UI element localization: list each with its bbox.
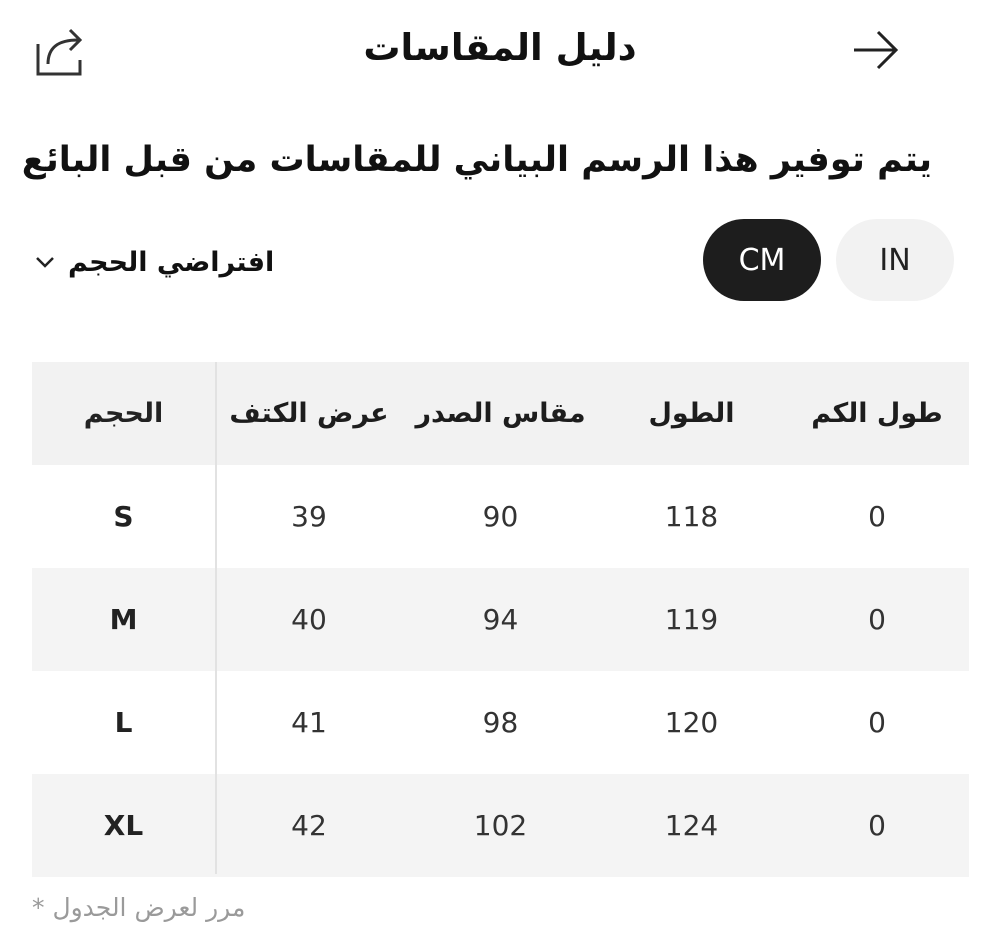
sleeve-cell: 0 xyxy=(868,500,886,533)
size-cell: S xyxy=(113,500,134,533)
size-chart-table xyxy=(32,362,969,877)
bust-cell: 102 xyxy=(473,809,528,842)
back-button[interactable] xyxy=(848,24,904,76)
size-cell: XL xyxy=(103,809,144,842)
sleeve-cell: 0 xyxy=(868,603,886,636)
header-sleeve-length: طول الكم xyxy=(811,398,943,429)
bust-cell: 90 xyxy=(482,500,519,533)
size-standard-dropdown[interactable] xyxy=(32,240,274,284)
shoulder-cell: 42 xyxy=(291,809,327,842)
size-cell: M xyxy=(109,603,138,636)
top-bar xyxy=(0,0,1000,100)
length-cell: 120 xyxy=(664,706,719,739)
vendor-note: يتم توفير هذا الرسم البياني للمقاسات من قبل البائع xyxy=(21,140,932,180)
bust-cell: 94 xyxy=(482,603,519,636)
sleeve-cell: 0 xyxy=(868,706,886,739)
table-row xyxy=(32,465,969,568)
size-standard-label: افتراضي الحجم xyxy=(68,246,275,278)
size-cell: L xyxy=(114,706,133,739)
arrow-right-icon xyxy=(848,24,904,76)
header-size: الحجم xyxy=(83,398,164,429)
table-row xyxy=(32,568,969,671)
share-icon xyxy=(32,24,88,80)
bust-cell: 98 xyxy=(482,706,519,739)
scroll-hint: مرر لعرض الجدول * xyxy=(32,893,246,922)
shoulder-cell: 41 xyxy=(291,706,327,739)
header-bust: مقاس الصدر xyxy=(415,398,586,429)
shoulder-cell: 40 xyxy=(291,603,327,636)
table-header-row xyxy=(32,362,969,465)
length-cell: 118 xyxy=(664,500,719,533)
shoulder-cell: 39 xyxy=(291,500,327,533)
header-length: الطول xyxy=(648,398,735,429)
share-button[interactable] xyxy=(32,24,88,80)
length-cell: 119 xyxy=(664,603,719,636)
table-row xyxy=(32,774,969,877)
unit-toggle-cm[interactable]: CM xyxy=(703,219,821,301)
sticky-column-divider xyxy=(215,362,217,874)
length-cell: 124 xyxy=(664,809,719,842)
sleeve-cell: 0 xyxy=(868,809,886,842)
table-row xyxy=(32,671,969,774)
unit-toggle-in[interactable]: IN xyxy=(836,219,954,301)
page-title: دليل المقاسات xyxy=(363,26,637,69)
header-shoulder-width: عرض الكتف xyxy=(229,398,389,429)
chevron-down-icon xyxy=(32,249,58,275)
